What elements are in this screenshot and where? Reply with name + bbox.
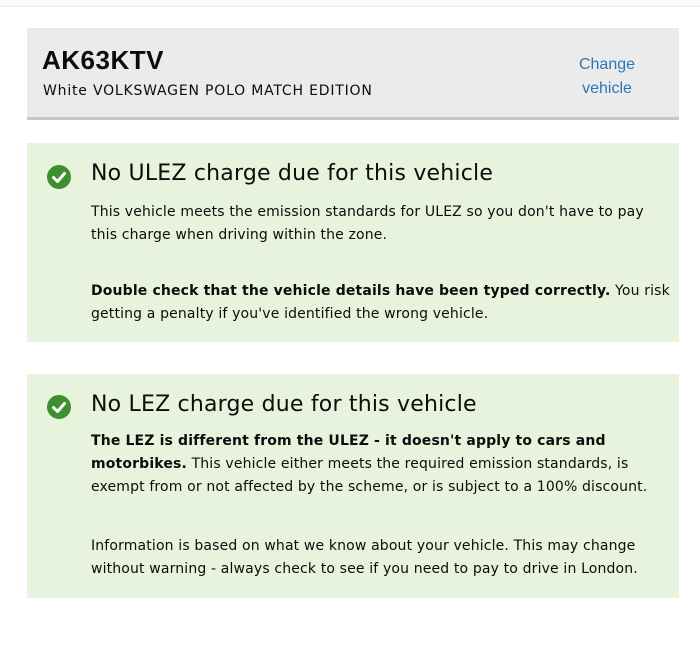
ulez-description: This vehicle meets the emission standards for ULEZ so you don't have to pay this charge when driving within the zone. — [91, 204, 644, 243]
lez-description-text: This vehicle either meets the required emission standards, is exempt from or not affected by the scheme, or is subject to a 100% discount. — [91, 456, 648, 495]
change-vehicle-label-line1: Change — [578, 56, 636, 73]
ulez-title: No ULEZ charge due for this vehicle — [91, 161, 494, 186]
lez-result-panel — [27, 374, 679, 598]
vehicle-registration: AK63KTV — [42, 45, 164, 75]
change-vehicle-link[interactable] — [572, 53, 642, 101]
ulez-warning-bold: Double check that the vehicle details have been typed correctly. — [91, 283, 611, 299]
vehicle-summary-card — [27, 28, 679, 120]
vehicle-description: White VOLKSWAGEN POLO MATCH EDITION — [43, 83, 373, 99]
lez-title: No LEZ charge due for this vehicle — [91, 392, 477, 417]
lez-description — [91, 430, 671, 499]
check-circle-icon — [47, 395, 71, 419]
ulez-warning-text: You risk getting a penalty if you've identified the wrong vehicle. — [91, 283, 670, 322]
lez-description-bold: The LEZ is different from the ULEZ - it doesn't apply to cars and motorbikes. — [91, 433, 606, 472]
top-divider — [0, 0, 700, 7]
change-vehicle-label-line2: vehicle — [582, 80, 632, 97]
lez-information-note: Information is based on what we know about your vehicle. This may change without warning - always check to see if you need to pay to drive in London. — [91, 538, 638, 577]
ulez-result-panel — [27, 143, 679, 342]
check-circle-icon — [47, 165, 71, 189]
ulez-warning — [91, 280, 671, 326]
